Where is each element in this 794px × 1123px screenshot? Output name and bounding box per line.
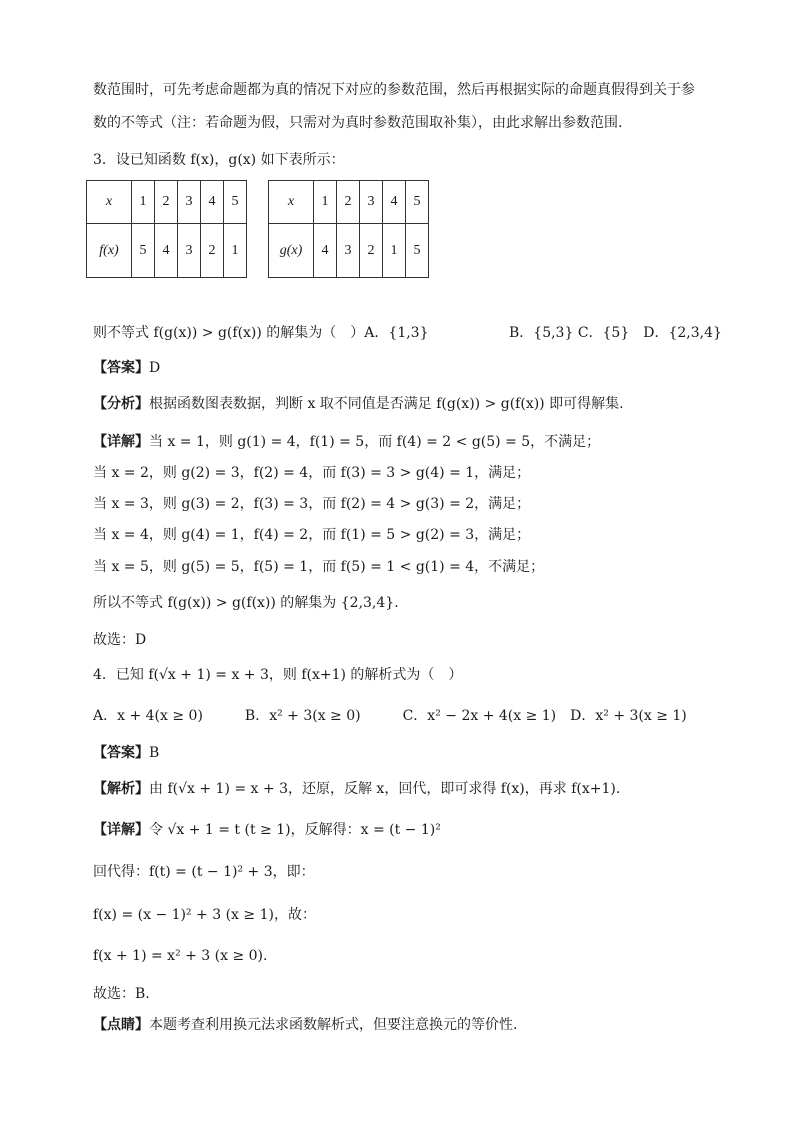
table-g-header-cell: 3 xyxy=(360,181,383,224)
table-f-header-cell: 3 xyxy=(178,181,201,224)
table-f-cell: 5 xyxy=(132,224,155,278)
table-f-header-cell: 4 xyxy=(201,181,224,224)
intro-line-2: 数的不等式（注：若命题为假，只需对为真时参数范围取补集），由此求解出参数范围. xyxy=(93,115,623,131)
q4-stem: 4．已知 f(√x + 1) = x + 3，则 f(x+1) 的解析式为（ ） xyxy=(93,667,463,683)
table-g-cell: 3 xyxy=(337,224,360,278)
q4-analysis xyxy=(93,779,620,799)
detail-tag: 【详解】 xyxy=(93,822,149,838)
table-g-cell: 1 xyxy=(383,224,406,278)
answer-tag: 【答案】 xyxy=(93,745,149,761)
table-f-header-cell: 5 xyxy=(224,181,247,224)
q3-detail-2: 当 x = 2，则 g(2) = 3，f(2) = 4，而 f(3) = 3 > g(4) = 1，满足； xyxy=(93,465,531,481)
q4-detail-3: f(x) = (x − 1)² + 3 (x ≥ 1)，故： xyxy=(93,907,316,923)
table-f xyxy=(86,180,247,278)
analysis-text: 由 f(√x + 1) = x + 3，还原，反解 x，回代，即可求得 f(x)，再求 f(x+1). xyxy=(149,781,621,797)
q3-question: 则不等式 f(g(x)) > g(f(x)) 的解集为（ ）A．{1,3} xyxy=(93,325,429,341)
table-f-cell: 3 xyxy=(178,224,201,278)
table-f-cell: 1 xyxy=(224,224,247,278)
q4-options: A．x + 4(x ≥ 0) B．x² + 3(x ≥ 0) C．x² − 2x + 4(x ≥ 1) D．x² + 3(x ≥ 1) xyxy=(93,708,687,724)
comment-text: 本题考查利用换元法求函数解析式，但要注意换元的等价性. xyxy=(149,1017,518,1033)
detail-tag: 【详解】 xyxy=(93,434,149,450)
table-g-header-cell: 1 xyxy=(314,181,337,224)
analysis-tag: 【解析】 xyxy=(93,781,149,797)
answer-value: B xyxy=(149,745,160,761)
q4-detail-4: f(x + 1) = x² + 3 (x ≥ 0). xyxy=(93,948,268,964)
table-g-cell: 4 xyxy=(314,224,337,278)
detail-text: 当 x = 1，则 g(1) = 4，f(1) = 5，而 f(4) = 2 < g(5) = 5，不满足； xyxy=(149,434,601,450)
detail-text: 令 √x + 1 = t (t ≥ 1)，反解得：x = (t − 1)² xyxy=(149,822,441,838)
table-g-header-cell: 5 xyxy=(406,181,429,224)
table-g-header-cell: 4 xyxy=(383,181,406,224)
table-f-cell: 4 xyxy=(155,224,178,278)
q3-detail-1 xyxy=(93,432,600,452)
intro-line-1: 数范围时，可先考虑命题都为真的情况下对应的参数范围，然后再根据实际的命题真假得到关于参 xyxy=(93,82,695,98)
table-g-row-label: g(x) xyxy=(269,224,314,278)
q3-conclusion: 所以不等式 f(g(x)) > g(f(x)) 的解集为 {2,3,4}. xyxy=(93,595,399,611)
q3-stem: 3．设已知函数 f(x)，g(x) 如下表所示： xyxy=(93,152,345,168)
q3-detail-3: 当 x = 3，则 g(3) = 2，f(3) = 3，而 f(2) = 4 > g(3) = 2，满足； xyxy=(93,496,531,512)
comment-tag: 【点睛】 xyxy=(93,1017,149,1033)
table-f-cell: 2 xyxy=(201,224,224,278)
table-f-header-x: x xyxy=(87,181,132,224)
table-g-cell: 5 xyxy=(406,224,429,278)
table-f-header-cell: 1 xyxy=(132,181,155,224)
q3-choose: 故选：D xyxy=(93,632,147,648)
q4-answer xyxy=(93,743,159,763)
answer-value: D xyxy=(149,360,161,376)
q4-choose: 故选：B. xyxy=(93,986,150,1002)
q3-answer xyxy=(93,358,160,378)
table-f-row-label: f(x) xyxy=(87,224,132,278)
q4-comment xyxy=(93,1015,517,1035)
table-f-header-cell: 2 xyxy=(155,181,178,224)
q4-detail-2: 回代得：f(t) = (t − 1)² + 3，即： xyxy=(93,864,315,880)
table-g-header-cell: 2 xyxy=(337,181,360,224)
analysis-tag: 【分析】 xyxy=(93,396,149,412)
answer-tag: 【答案】 xyxy=(93,360,149,376)
table-g-cell: 2 xyxy=(360,224,383,278)
q3-detail-5: 当 x = 5，则 g(5) = 5，f(5) = 1，而 f(5) = 1 < g(1) = 4，不满足； xyxy=(93,559,545,575)
q4-detail-1 xyxy=(93,820,441,840)
q3-detail-4: 当 x = 4，则 g(4) = 1，f(4) = 2，而 f(1) = 5 > g(2) = 3，满足； xyxy=(93,527,531,543)
analysis-text: 根据函数图表数据，判断 x 取不同值是否满足 f(g(x)) > g(f(x)) 即可得解集. xyxy=(149,396,624,412)
q3-options-rest: B．{5,3} C．{5} D．{2,3,4} xyxy=(509,325,722,341)
table-g xyxy=(268,180,429,278)
table-g-header-x: x xyxy=(269,181,314,224)
q3-analysis xyxy=(93,394,624,414)
